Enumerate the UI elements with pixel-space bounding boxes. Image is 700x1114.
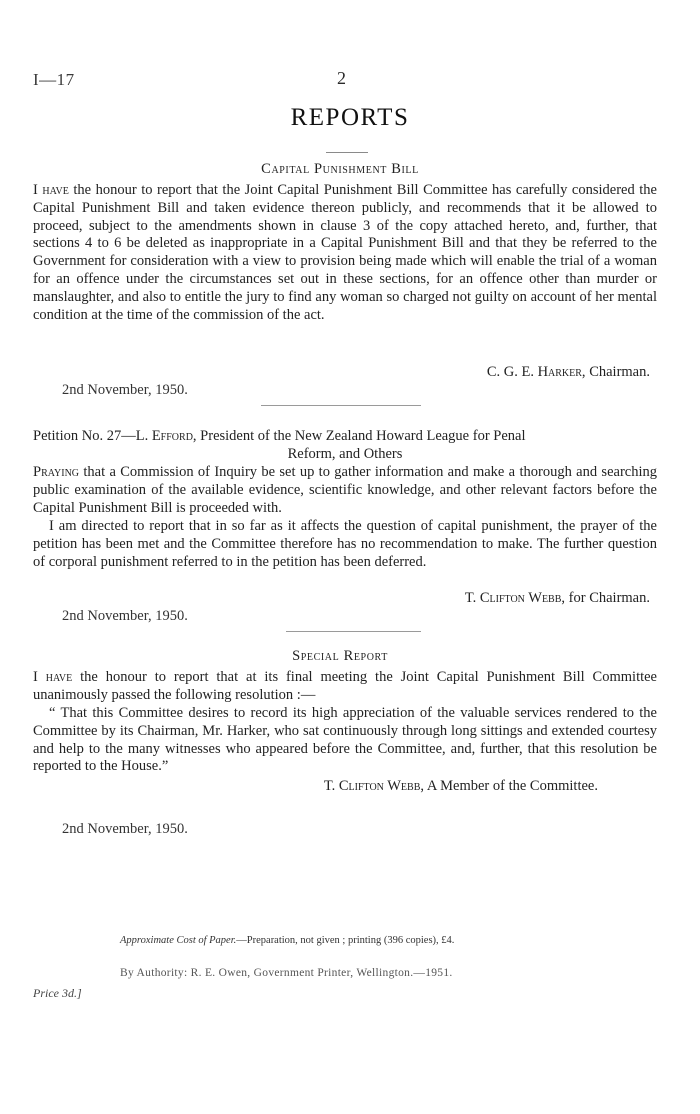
document-reference: I—17 (33, 70, 75, 89)
cost-text: —Preparation, not given ; printing (396 copies), £4. (236, 935, 455, 946)
cost-of-paper (120, 935, 454, 946)
special-report-date: 2nd November, 1950. (62, 821, 188, 837)
petition-signature-role: for Chairman. (565, 590, 650, 606)
petition-date: 2nd November, 1950. (62, 608, 188, 624)
special-report-lead: I have (33, 669, 73, 685)
petition-report: I am directed to report that in so far as it affects the question of capital punishment, the prayer of the petition has been met and the Committee therefore has no recommendation to make. The further question of corporal punishment referred to in the petition has been deferred. (33, 518, 657, 570)
title-divider (326, 152, 368, 153)
special-report-signature-role: A Member of the Committee. (424, 778, 598, 794)
section-divider-2 (286, 631, 421, 632)
section-divider-1 (261, 405, 421, 406)
capital-bill-report (33, 182, 657, 324)
petition-title-suffix: President of the New Zealand Howard League for Penal (196, 428, 526, 444)
petition-subtitle: Reform, and Others (287, 446, 403, 462)
page-number: 2 (337, 68, 346, 88)
petitioner-name: Efford, (151, 428, 197, 444)
petition-signature (465, 590, 650, 607)
special-report-signature (324, 778, 598, 795)
capital-bill-signature-role: Chairman. (585, 364, 650, 380)
petition-lead: Praying (33, 464, 80, 480)
capital-bill-body: the honour to report that the Joint Capital Punishment Bill Committee has carefully considered the Capital Punishment Bill and taken evidence thereon publicly, and recommends that it be allowed to proceed, subject to the amendments shown in clause 3 of the copy attached hereto, and, further, that sections 4 to 6 be deleted as inappropriate in a Capital Punishment Bill and that they be referred to the Government for consideration with a view to provision being made which will enable the trial of a woman for an offence under the circumstances set out in these sections, for an offence other than murder or manslaughter, and also to entitle the jury to find any woman so charged not guilty on account of her mental condition at the time of the commission of the act. (33, 182, 657, 323)
special-report-resolution: “ That this Committee desires to record its high appreciation of the valuable services rendered to the Committee by its Chairman, Mr. Harker, who sat continuously through long sittings and extended courtesy and help to the many witnesses who appeared before the Committee, and, further, that this resolution be reported to the House.” (33, 705, 657, 775)
petition-title-prefix: Petition No. 27—L. (33, 428, 152, 444)
special-report-heading: Special Report (292, 648, 388, 664)
capital-bill-heading: Capital Punishment Bill (261, 161, 419, 177)
special-report-signature-name: T. Clifton Webb, (323, 778, 425, 794)
petition-prayer (33, 464, 657, 517)
capital-bill-date: 2nd November, 1950. (62, 382, 188, 398)
cost-label: Approximate Cost of Paper. (120, 935, 237, 946)
special-report-intro (33, 669, 657, 705)
special-report-body: the honour to report that at its final meeting the Joint Capital Punishment Bill Committee unanimously passed the following resolution :— (33, 669, 657, 703)
printer-authority: By Authority: R. E. Owen, Government Printer, Wellington.—1951. (120, 967, 453, 979)
petition-body: that a Commission of Inquiry be set up to gather information and make a thorough and searching public examination of the available evidence, scientific knowledge, and other relevant factors before the Capital Punishment Bill is proceeded with. (33, 464, 657, 516)
petition-signature-name: T. Clifton Webb, (464, 590, 566, 606)
capital-bill-signature (487, 364, 650, 381)
price: Price 3d.] (33, 986, 82, 1000)
capital-bill-signature-name: C. G. E. Harker, (486, 364, 586, 380)
capital-bill-lead: I have (33, 182, 69, 198)
petition-title (33, 427, 657, 445)
page-title: REPORTS (290, 104, 410, 131)
